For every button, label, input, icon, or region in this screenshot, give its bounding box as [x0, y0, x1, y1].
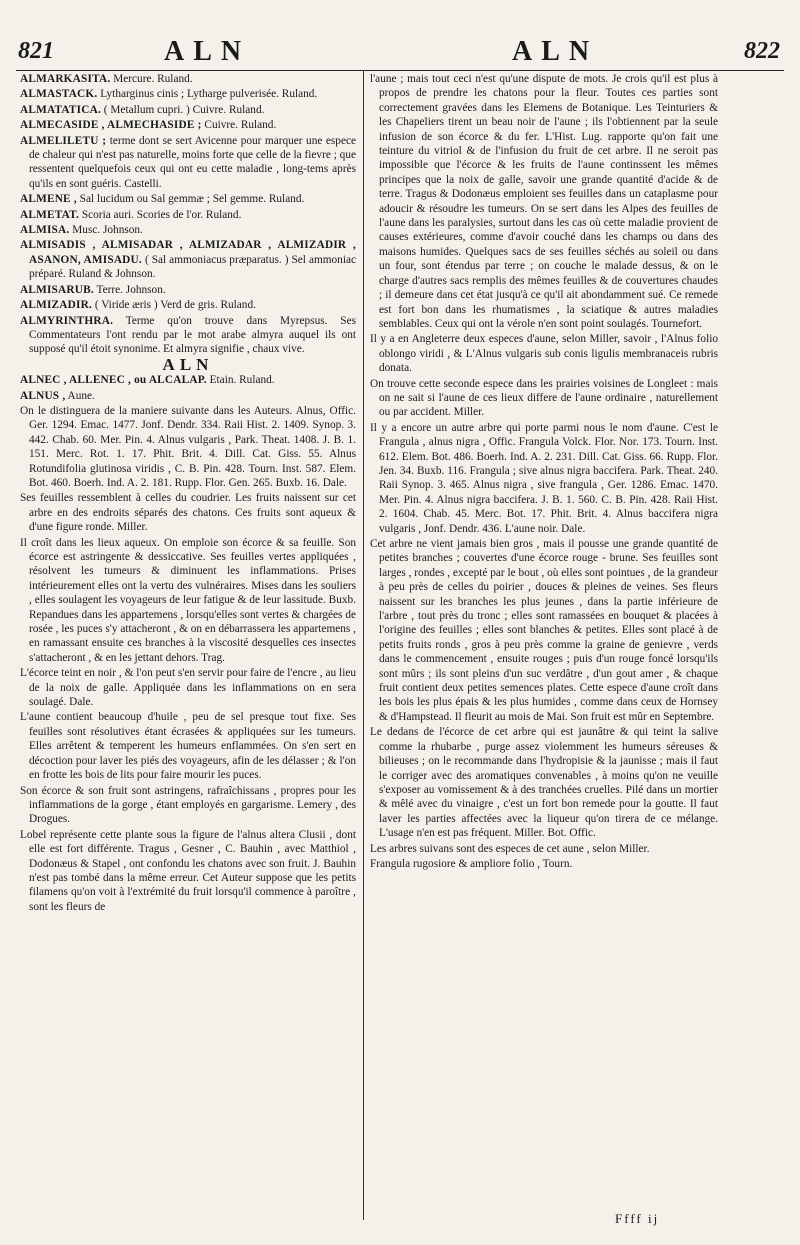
entry-headword: ALMETAT. [20, 208, 80, 221]
entry-headword: ALNEC , ALLENEC , ou ALCALAP. [20, 374, 207, 387]
entry-body: Les arbres suivans sont des especes de cet aune , selon Miller. [370, 842, 650, 855]
entry-headword: ALMIZADIR. [20, 299, 92, 312]
dictionary-entry [20, 223, 356, 237]
header-rule [16, 70, 784, 71]
entry-body: L'aune contient beaucoup d'huile , peu de sel presque tout fixe. Ses feuilles sont résolutives étant écrasées & appliquées sur les tumeurs. Elles arrêtent & temperent les humeurs enflammées. On s'en sert en décoction pour laver les piés des voyageurs, afin de les délasser ; & l'on en frotte les bois de lits pour faire mourir les puces. [20, 711, 356, 782]
section-title-text: ALN [162, 354, 214, 374]
dictionary-entry [20, 283, 356, 297]
entry-body: Lytharginus cinis ; Lytharge pulverisée. Ruland. [100, 88, 318, 101]
dictionary-entry [20, 373, 356, 387]
entry-body: Il croît dans les lieux aqueux. On emploie son écorce & sa feuille. Son écorce est astringente & dessiccative. Ses feuilles vertes appliquées , résolvent les tumeurs & diminuent les inflammations. Prises intérieurement elles ont la vertu des vulnéraires. Mises dans les souliers , elles soulagent les voyageurs de leur fatigue & de leur lassitude. Buxb. Repandues dans les appartemens , lorsqu'elles sont vertes & chargées de rosée , les puces s'y attacheront , & on en débarrassera les appartemens , en ramassant ensuite ces branches à la viscosité desquelles ces insectes s'attacheront , & en les jettant dehors. Trag. [20, 536, 356, 664]
entry-headword: ALMARKASITA. [20, 73, 111, 85]
entry-body: Terre. Johnson. [96, 283, 166, 296]
entry-body: Musc. Johnson. [72, 224, 143, 237]
dictionary-entry [370, 332, 718, 375]
signature-mark: Ffff ij [615, 1211, 660, 1226]
entry-body: ( Sal ammoniacus præparatus. ) Sel ammoniac préparé. Ruland & Johnson. [29, 253, 356, 281]
entry-body: On trouve cette seconde espece dans les prairies voisines de Longleet : mais on ne sait si l'aune de ces lieux differe de l'aune ordinaire , naturellement ou par accident. Miller. [370, 377, 718, 419]
entry-headword: ALMISARUB. [20, 283, 94, 296]
left-running-title: ALN [164, 36, 251, 67]
entry-body: Terme qu'on trouve dans Myrepsus. Ses Commentateurs l'ont rendu par le mot arabe almyra auquel ils ont supposé qu'il étoit synonime. Et almyra signifie , chaux vive. [29, 314, 356, 356]
entry-body: On le distinguera de la maniere suivante dans les Auteurs. Alnus, Offic. Ger. 1294. Emac. 1477. Jonf. Dendr. 334. Raii Hist. 2. 1409. Synop. 3. 442. Chab. 60. Mer. Pin. 4. Alnus vulgaris , Park. Theat. 1408. J. B. 1. 151. Merc. Rot. 1. 17. Phit. Brit. 4. Dill. Cat. Giss. 55. Alnus Rotundifolia glutinosa viridis , C. B. Pin. 428. Tourn. Inst. 587. Elem. Bot. 460. Boerh. Ind. A. 2. 181. Rupp. Flor. Gen. 265. Buxb. 16. Dale. [20, 404, 356, 489]
entry-body: Lobel représente cette plante sous la figure de l'alnus altera Clusii , dont elle est fort différente. Tragus , Gesner , C. Bauhin , avec Matthiol , Dodonæus & Stapel , ont confondu les chatons avec son fruit. J. Bauhin n'est pas tombé dans la même erreur. Cet Auteur suppose que les petits filamens qu'on voit à l'extrémité du fruit lorsqu'il commence à paroître , sont les fleurs de [20, 828, 356, 913]
entry-headword: ALMATATICA. [20, 103, 101, 116]
dictionary-entry [20, 298, 356, 312]
entry-body: Etain. Ruland. [209, 374, 275, 387]
dictionary-entry [20, 491, 356, 534]
entry-headword: ALMASTACK. [20, 88, 98, 101]
entry-body: Aune. [67, 389, 95, 402]
dictionary-entry [20, 666, 356, 709]
dictionary-entry [20, 784, 356, 827]
entry-headword: ALMENE , [20, 193, 77, 206]
entry-headword: ALMELILETU ; [20, 134, 107, 147]
dictionary-entry [20, 389, 356, 403]
entry-body: L'écorce teint en noir , & l'on peut s'en servir pour faire de l'encre , au lieu de la noix de galle. Appliquée dans les inflammations on en sera soulagé. Dale. [20, 667, 356, 709]
dictionary-entry [20, 828, 356, 914]
entry-body: Sal lucidum ou Sal gemmæ ; Sel gemme. Ruland. [79, 193, 305, 206]
dictionary-entry [20, 238, 356, 281]
entry-body: Scoria auri. Scories de l'or. Ruland. [81, 208, 242, 221]
right-running-title: ALN [512, 36, 599, 67]
dictionary-entry [20, 72, 356, 86]
dictionary-entry [370, 842, 718, 856]
entry-headword: ALMECASIDE , ALMECHASIDE ; [20, 119, 202, 132]
dictionary-entry [20, 103, 356, 117]
entry-headword: ALMYRINTHRA. [20, 314, 114, 327]
dictionary-entry [370, 537, 718, 724]
section-title [20, 354, 356, 374]
dictionary-entry [370, 421, 718, 536]
dictionary-entry [370, 857, 718, 871]
entry-body: Son écorce & son fruit sont astringens, rafraîchissans , propres pour les inflammations de la gorge , étant employés en gargarisme. Lemery , des Drogues. [20, 784, 356, 826]
entry-body: Mercure. Ruland. [113, 73, 193, 85]
right-column [370, 72, 718, 1222]
entry-body: ( Viride æris ) Verd de gris. Ruland. [94, 299, 256, 312]
entry-body: l'aune ; mais tout ceci n'est qu'une dispute de mots. Je crois qu'il est plus à propos de prendre les chatons pour la fleur. Toutes ces parties sont correctement gravées dans les Elemens de Botanique. Les Teinturiers & les Chapeliers tirent un beau noir de l'aune ; ils l'obtiennent par la seule infusion de son écorce & du fer. L'Hist. Lug. rapporte qu'on fait une teinture du vitriol & de l'infusion du fruit de cet arbre. Il ne seroit pas impossible que l'écorce & les fruits de l'aune continssent les mêmes principes que la noix de galle, savoir une grande quantité d'acide & de terre. Tragus & Dodonæus emploient ses feuilles dans un cataplasme pour adoucir & résoudre les tumeurs. On se sert dans les Alpes des feuilles de l'aune dans les paralysies, surtout dans les cas où cette maladie provient de causes extérieures, comme d'avoir couché dans les champs ou dans des maisons humides. Quelques sacs de ses feuilles séchés au soleil ou dans un four, sont étendus par terre ; on couche le malade dessus, & on le charge d'autres sacs remplis des mêmes feuilles & de couvertures chaudes ; il demeure dans cet état jusqu'à ce qu'il ait abondamment sué. Ce remede est fort bon dans les rhumatismes , la sciatique & autres maladies semblables. Ceux qui ont la vérole n'en sont point soulagés. Tournefort. [370, 73, 718, 330]
dictionary-entry [20, 314, 356, 357]
entry-body: Cet arbre ne vient jamais bien gros , mais il pousse une grande quantité de petites branches ; couvertes d'une écorce rouge - brune. Ses feuilles sont larges , rondes , excepté par le bout , où elles sont pointues , de la grandeur à peu près de celles du poirier , douces & pleines de veines. Ses fleurs naissent sur les branches les plus jeunes , dans la partie inférieure de l'arbre , tout près du tronc ; elles sont ramassées en bouquet & placées à l'origine des feuilles ; elles sont blanches & petites. Elles sont placé à de petits fruits ronds , gros à peu près comme la graine de genievre , verds dans le commencement , ensuite rouges ; puis d'un rouge foncé lorsqu'ils sont mûrs ; ils sont pleins d'un suc verdâtre , d'un gout amer , & chaque fruit contient deux petites semences plates. Cette espece d'aune croît dans les bois les plus épais & les plus humides , comme dans ceux de Hornsey & d'Hampstead. Il fleurit au mois de Mai. Son fruit est mûr en Septembre. [370, 538, 718, 723]
entry-body: Ses feuilles ressemblent à celles du coudrier. Les fruits naissent sur cet arbre en des endroits séparés des chatons. Ces fruits sont aqueux & d'une figure ronde. Miller. [20, 492, 356, 534]
dictionary-entry [20, 710, 356, 782]
left-page-number: 821 [18, 38, 54, 64]
entry-body: ( Metallum cupri. ) Cuivre. Ruland. [103, 103, 265, 116]
left-column [20, 72, 356, 1222]
dictionary-entry [370, 377, 718, 420]
right-page-number: 822 [744, 38, 780, 64]
entry-body: Le dedans de l'écorce de cet arbre qui est jaunâtre & qui teint la salive comme la rhubarbe , purge assez violemment les humeurs séreuses & bilieuses ; on le recommande dans l'hydropisie & la jaunisse ; mais il faut le corriger avec des aromatiques convenables , à moins qu'on ne veuille s'exposer au vomissement & à des tranchées cruelles. Pilé dans un mortier & mêlé avec du vinaigre , c'est un fort bon remede pour la goutte. Il faut laver les parties affectées avec la liqueur qu'on tirera de ce mélange. L'usage n'en est pas fréquent. Miller. Bot. Offic. [370, 726, 718, 840]
entry-body: Cuivre. Ruland. [204, 119, 277, 132]
dictionary-entry [20, 87, 356, 101]
entry-body: Frangula rugosiore & ampliore folio , Tourn. [370, 857, 573, 870]
entry-body: Il y a en Angleterre deux especes d'aune, selon Miller, savoir , l'Alnus folio oblongo viridi , & L'Alnus vulgaris sub conis ligulis membranaceis rubris donata. [370, 333, 718, 375]
entry-body: Il y a encore un autre arbre qui porte parmi nous le nom d'aune. C'est le Frangula , alnus nigra , Offic. Frangula Volck. Flor. Nor. 173. Tourn. Inst. 612. Elem. Bot. 486. Boerh. Ind. A. 2. 231. Dill. Cat. Giss. 66. Rupp. Flor. Jen. 34. Buxb. 116. Frangula ; sive alnus nigra baccifera. Park. Theat. 240. Raii Synop. 3. 465. Alnus nigra , sive frangula , Ger. 1286. Emac. 1470. Mer. Pin. 4. Alnus nigra baccifera. J. B. 1. 560. C. B. Pin. 428. Raii Hist. 2. 1604. Chab. 45. Merc. Bot. 17. Phit. Brit. 4. Alnus baccifera nigra vulgaris , Jonf. Dendr. 436. L'aune noir. Dale. [370, 421, 718, 535]
dictionary-entry [20, 192, 356, 206]
dictionary-entry [20, 118, 356, 132]
entry-headword: ALNUS , [20, 389, 66, 402]
entry-headword: ALMISA. [20, 224, 70, 237]
dictionary-entry [370, 725, 718, 840]
dictionary-entry [20, 134, 356, 192]
dictionary-entry [20, 404, 356, 490]
dictionary-entry [20, 208, 356, 222]
dictionary-entry [370, 72, 718, 331]
entry-body: terme dont se sert Avicenne pour marquer une espece de chaleur qui n'est pas naturelle, moins forte que celle de la fievre ; que ressentent quelquefois ceux qui ont eu cette maladie , long-tems après qu'ils en sont guéris. Castelli. [29, 134, 356, 190]
running-header [14, 36, 786, 70]
dictionary-entry [20, 536, 356, 666]
entry-headword: ALMISADIS , ALMISADAR , ALMIZADAR , ALMIZADIR , ASANON, AMISADU. [20, 239, 356, 266]
column-divider [363, 70, 364, 1220]
